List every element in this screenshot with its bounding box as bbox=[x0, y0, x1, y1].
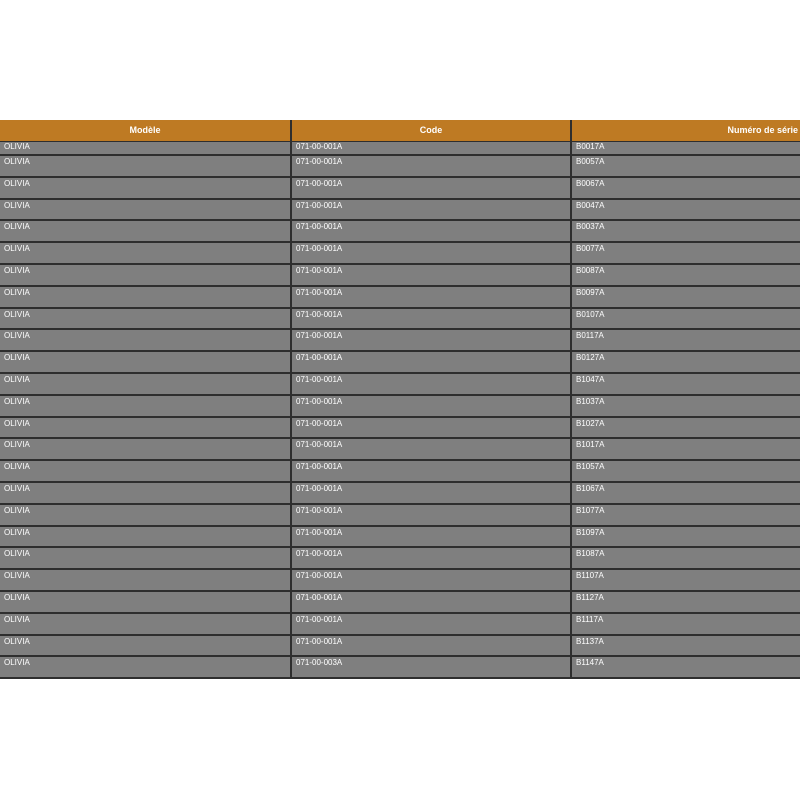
cell-model: OLIVIA bbox=[0, 635, 291, 657]
table-row[interactable] bbox=[0, 242, 800, 264]
cell-serial-number: B0087A bbox=[571, 264, 800, 286]
cell-model: OLIVIA bbox=[0, 351, 291, 373]
cell-model: OLIVIA bbox=[0, 417, 291, 439]
table-row[interactable] bbox=[0, 460, 800, 482]
table-row[interactable] bbox=[0, 591, 800, 613]
cell-model: OLIVIA bbox=[0, 264, 291, 286]
cell-serial-number: B1147A bbox=[571, 656, 800, 678]
cell-code: 071-00-001A bbox=[291, 286, 571, 308]
cell-model: OLIVIA bbox=[0, 438, 291, 460]
table-row[interactable] bbox=[0, 264, 800, 286]
cell-code: 071-00-001A bbox=[291, 141, 571, 155]
cell-serial-number: B0047A bbox=[571, 199, 800, 221]
cell-code: 071-00-001A bbox=[291, 264, 571, 286]
cell-serial-number: B1047A bbox=[571, 373, 800, 395]
cell-serial-number: B0117A bbox=[571, 329, 800, 351]
cell-code: 071-00-001A bbox=[291, 547, 571, 569]
cell-serial-number: B1097A bbox=[571, 526, 800, 548]
table-row[interactable] bbox=[0, 504, 800, 526]
table-row[interactable] bbox=[0, 395, 800, 417]
cell-serial-number: B1067A bbox=[571, 482, 800, 504]
cell-serial-number: B1107A bbox=[571, 569, 800, 591]
cell-model: OLIVIA bbox=[0, 656, 291, 678]
cell-serial-number: B1087A bbox=[571, 547, 800, 569]
cell-model: OLIVIA bbox=[0, 482, 291, 504]
cell-serial-number: B1077A bbox=[571, 504, 800, 526]
table-row[interactable] bbox=[0, 351, 800, 373]
cell-model: OLIVIA bbox=[0, 504, 291, 526]
cell-code: 071-00-001A bbox=[291, 177, 571, 199]
cell-code: 071-00-001A bbox=[291, 504, 571, 526]
cell-code: 071-00-001A bbox=[291, 395, 571, 417]
table-row[interactable] bbox=[0, 613, 800, 635]
cell-code: 071-00-001A bbox=[291, 155, 571, 177]
cell-serial-number: B0017A bbox=[571, 141, 800, 155]
cell-model: OLIVIA bbox=[0, 526, 291, 548]
cell-model: OLIVIA bbox=[0, 141, 291, 155]
cell-code: 071-00-001A bbox=[291, 242, 571, 264]
cell-model: OLIVIA bbox=[0, 569, 291, 591]
table-header-row bbox=[0, 120, 800, 141]
table-row[interactable] bbox=[0, 526, 800, 548]
cell-model: OLIVIA bbox=[0, 591, 291, 613]
column-header-serial-number[interactable]: Numéro de série bbox=[571, 120, 800, 141]
cell-model: OLIVIA bbox=[0, 220, 291, 242]
table-row[interactable] bbox=[0, 373, 800, 395]
cell-serial-number: B1137A bbox=[571, 635, 800, 657]
cell-model: OLIVIA bbox=[0, 199, 291, 221]
cell-code: 071-00-001A bbox=[291, 526, 571, 548]
table-row[interactable] bbox=[0, 635, 800, 657]
cell-model: OLIVIA bbox=[0, 329, 291, 351]
table-row[interactable] bbox=[0, 438, 800, 460]
table-row[interactable] bbox=[0, 482, 800, 504]
cell-serial-number: B1017A bbox=[571, 438, 800, 460]
cell-code: 071-00-001A bbox=[291, 373, 571, 395]
cell-code: 071-00-001A bbox=[291, 569, 571, 591]
cell-serial-number: B0057A bbox=[571, 155, 800, 177]
cell-code: 071-00-003A bbox=[291, 656, 571, 678]
cell-model: OLIVIA bbox=[0, 460, 291, 482]
cell-serial-number: B1027A bbox=[571, 417, 800, 439]
table-row[interactable] bbox=[0, 656, 800, 678]
serial-number-table bbox=[0, 120, 800, 679]
cell-serial-number: B1117A bbox=[571, 613, 800, 635]
cell-model: OLIVIA bbox=[0, 373, 291, 395]
cell-serial-number: B0107A bbox=[571, 308, 800, 330]
cell-serial-number: B0127A bbox=[571, 351, 800, 373]
cell-code: 071-00-001A bbox=[291, 329, 571, 351]
cell-code: 071-00-001A bbox=[291, 220, 571, 242]
cell-model: OLIVIA bbox=[0, 547, 291, 569]
cell-code: 071-00-001A bbox=[291, 482, 571, 504]
cell-model: OLIVIA bbox=[0, 155, 291, 177]
cell-code: 071-00-001A bbox=[291, 635, 571, 657]
cell-code: 071-00-001A bbox=[291, 591, 571, 613]
table-row[interactable] bbox=[0, 417, 800, 439]
cell-serial-number: B0077A bbox=[571, 242, 800, 264]
cell-code: 071-00-001A bbox=[291, 460, 571, 482]
table-row[interactable] bbox=[0, 308, 800, 330]
cell-code: 071-00-001A bbox=[291, 308, 571, 330]
table-row[interactable] bbox=[0, 286, 800, 308]
cell-serial-number: B0037A bbox=[571, 220, 800, 242]
table-row[interactable] bbox=[0, 329, 800, 351]
table-row[interactable] bbox=[0, 177, 800, 199]
cell-model: OLIVIA bbox=[0, 613, 291, 635]
table-row[interactable] bbox=[0, 547, 800, 569]
table-row[interactable] bbox=[0, 141, 800, 155]
cell-model: OLIVIA bbox=[0, 395, 291, 417]
cell-code: 071-00-001A bbox=[291, 438, 571, 460]
cell-serial-number: B1057A bbox=[571, 460, 800, 482]
cell-code: 071-00-001A bbox=[291, 199, 571, 221]
table-row[interactable] bbox=[0, 569, 800, 591]
cell-code: 071-00-001A bbox=[291, 351, 571, 373]
cell-code: 071-00-001A bbox=[291, 613, 571, 635]
cell-serial-number: B0097A bbox=[571, 286, 800, 308]
cell-serial-number: B0067A bbox=[571, 177, 800, 199]
cell-code: 071-00-001A bbox=[291, 417, 571, 439]
table-row[interactable] bbox=[0, 155, 800, 177]
cell-model: OLIVIA bbox=[0, 242, 291, 264]
cell-model: OLIVIA bbox=[0, 177, 291, 199]
cell-serial-number: B1037A bbox=[571, 395, 800, 417]
table-row[interactable] bbox=[0, 199, 800, 221]
cell-serial-number: B1127A bbox=[571, 591, 800, 613]
table-row[interactable] bbox=[0, 220, 800, 242]
cell-model: OLIVIA bbox=[0, 286, 291, 308]
table-body bbox=[0, 141, 800, 678]
column-header-code[interactable]: Code bbox=[291, 120, 571, 141]
cell-model: OLIVIA bbox=[0, 308, 291, 330]
column-header-model[interactable]: Modèle bbox=[0, 120, 291, 141]
